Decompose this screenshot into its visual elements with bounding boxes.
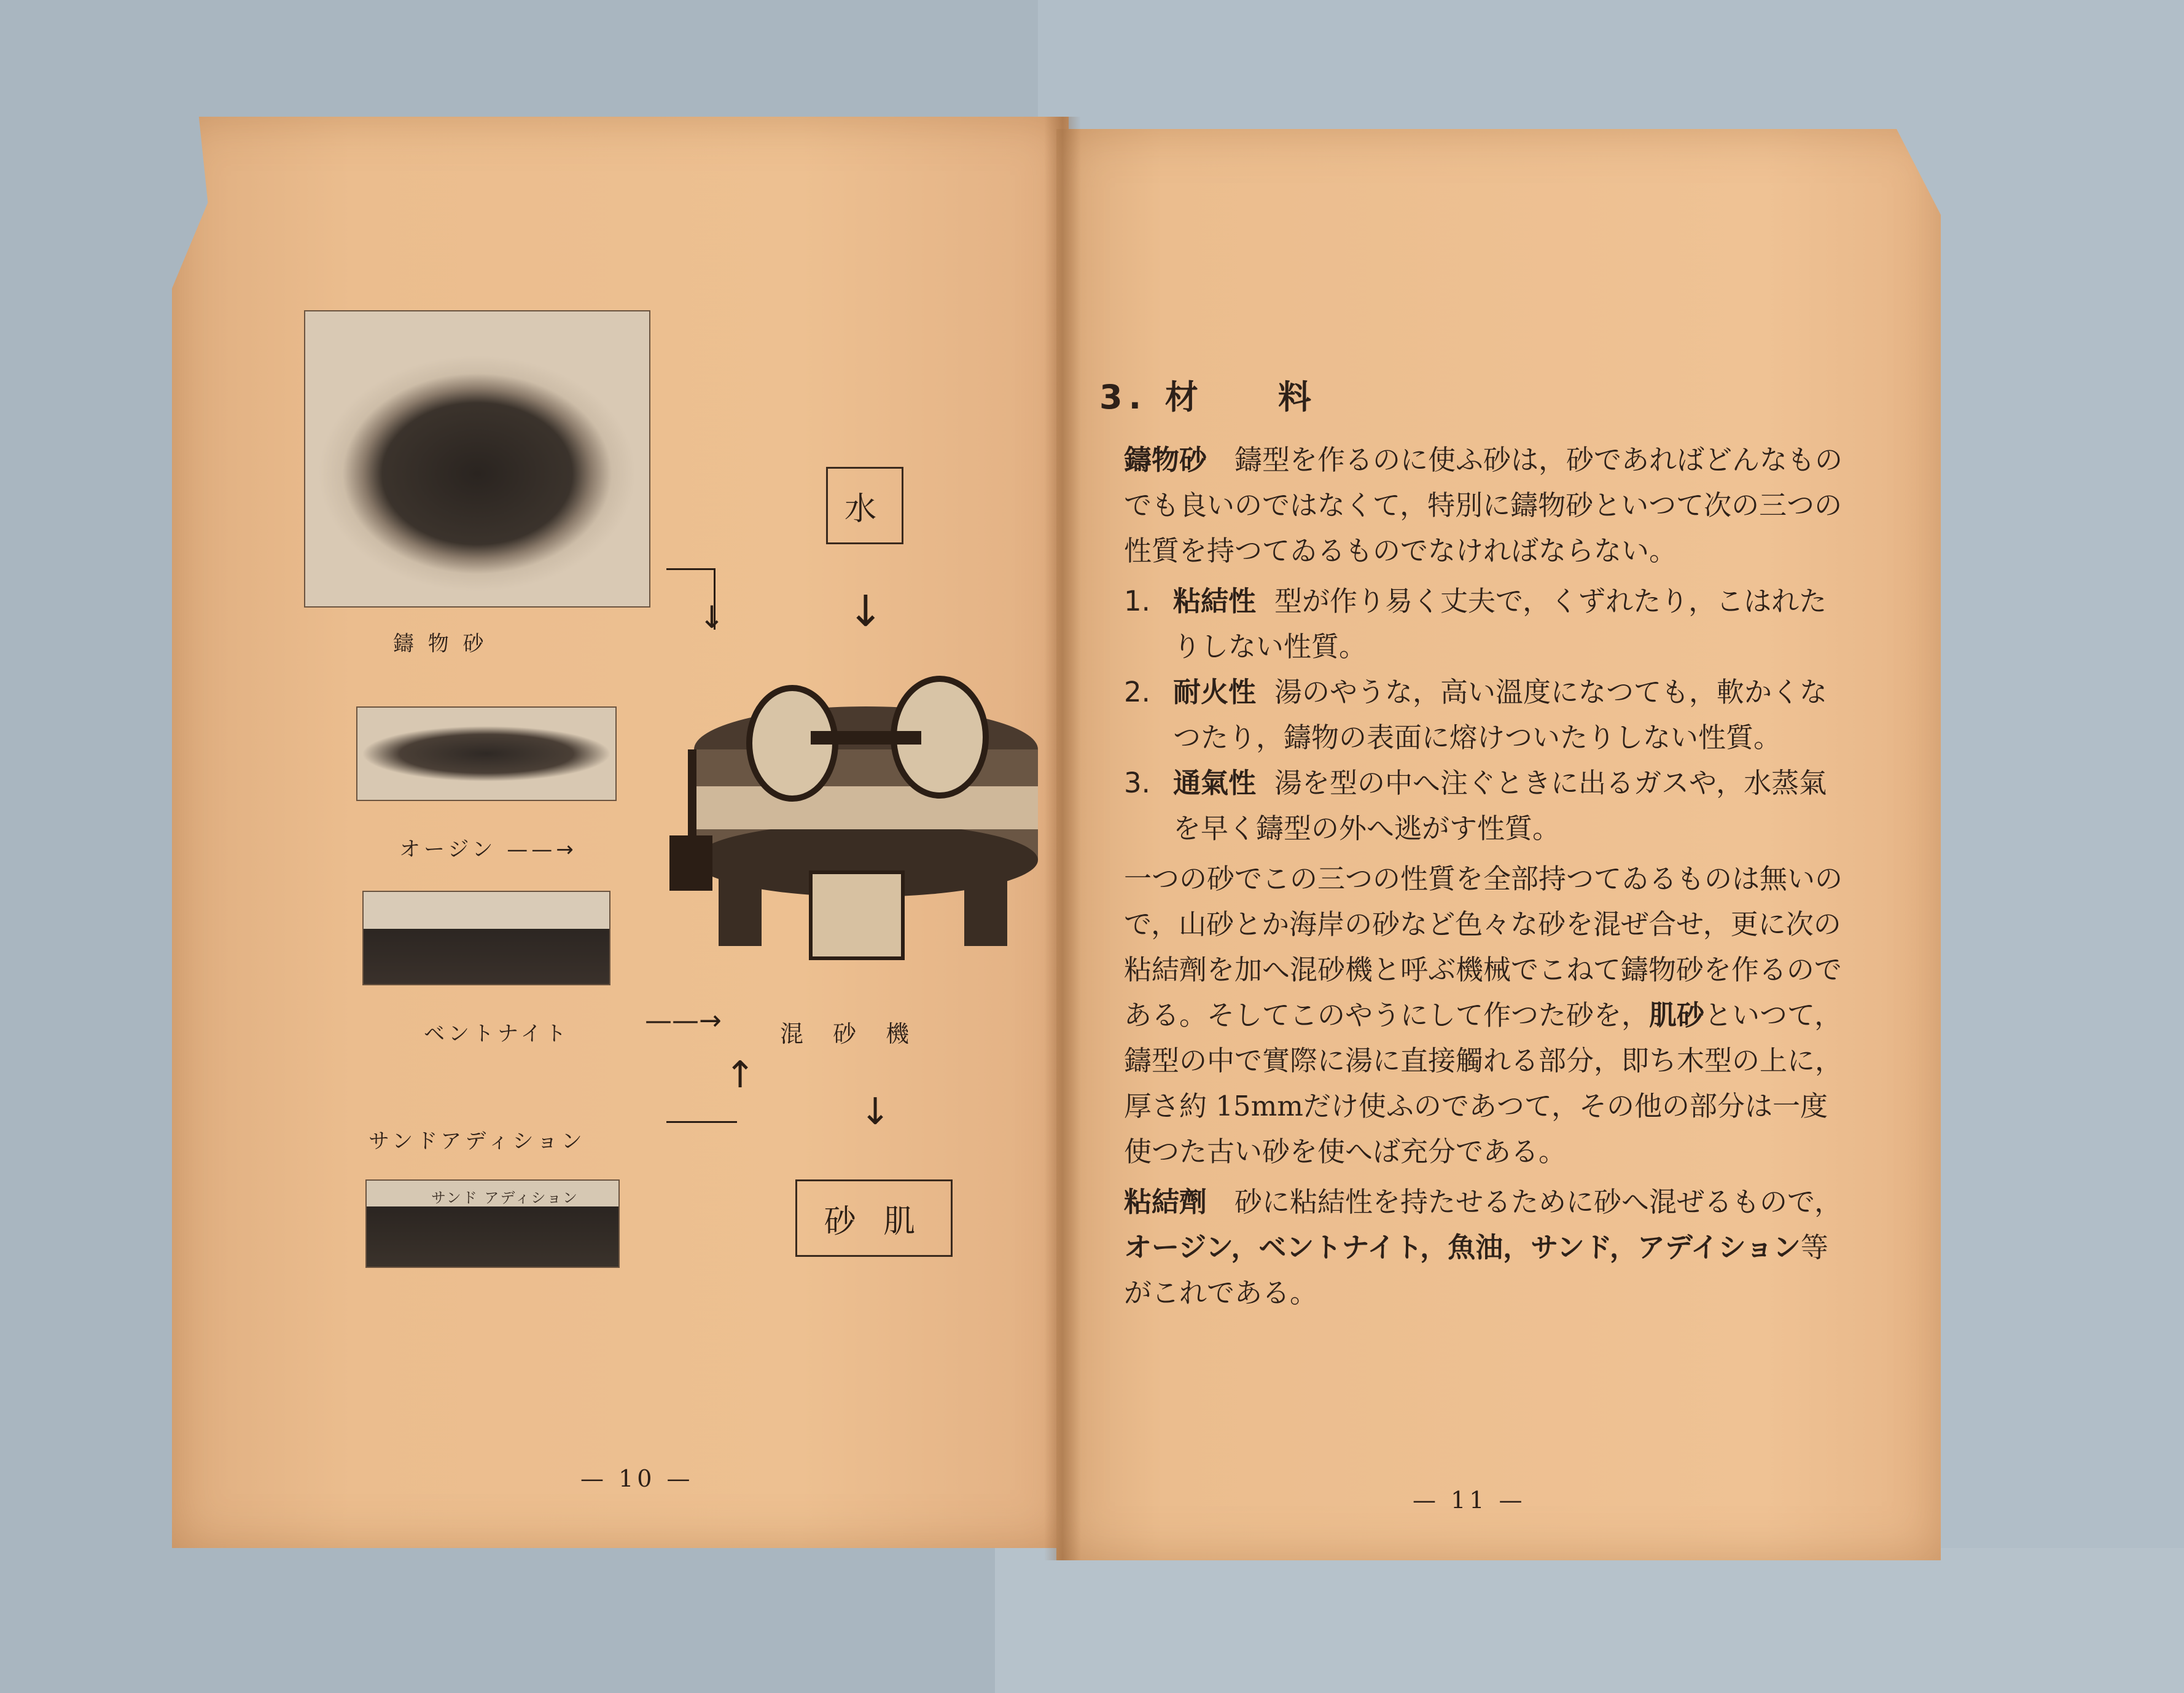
- bentonite-photo: [362, 891, 610, 985]
- paragraph-mixing: 一つの砂でこの三つの性質を全部持つてゐるものは無いので，山砂とか海岸の砂など色々な砂を混ぜ合せ，更に次の粘結劑を加へ混砂機と呼ぶ機械でこねて鑄物砂を作るのである。そしてこのやうにして作つた砂を，肌砂といつて，鑄型の中で實際に湯に直接觸れる部分，即ち木型の上に，厚さ約 15mmだけ使ふのであつて，その他の部分は一度使つた古い砂を使へば充分である。: [1124, 862, 1843, 1168]
- water-box: 水: [826, 467, 903, 544]
- paragraph-foundry-sand: 鑄物砂 鑄型を作るのに使ふ砂は，砂であればどんなものでも良いのではなくて，特別に鑄物砂といつて次の三つの性質を持つてゐるものでなければならない。: [1124, 444, 1843, 567]
- section-heading: 3. 材 料: [1099, 378, 1317, 416]
- foundry-sand-caption: 鑄 物 砂: [393, 631, 488, 656]
- right-page-text: [1099, 375, 1849, 1316]
- foundry-sand-photo: [304, 310, 650, 608]
- connector-line: [666, 568, 716, 570]
- property-item: 3. 通氣性 湯を型の中へ注ぐときに出るガスや，水蒸氣を早く鑄型の外へ逃がす性質。: [1124, 767, 1827, 845]
- paragraph-binder: 粘結劑 砂に粘結性を持たせるために砂へ混ぜるもので，オージン，ベントナイト，魚油，サンド，アデイション等がこれである。: [1124, 1186, 1843, 1309]
- arrow-down-icon: ↓: [848, 586, 884, 636]
- bentonite-caption: ベントナイト: [424, 1022, 570, 1046]
- arrow-up-icon: ↑: [725, 1054, 756, 1097]
- ojin-photo: [356, 706, 617, 801]
- connector-line: [666, 1121, 737, 1123]
- facing-sand-box: 砂 肌: [795, 1179, 953, 1257]
- page-number-right: — 11 —: [1413, 1487, 1526, 1514]
- arrow-right-icon: ——→: [645, 1005, 722, 1036]
- sand-mixer-machine-illustration: [669, 676, 1050, 971]
- page-number-left: — 10 —: [580, 1465, 694, 1492]
- sand-addition-caption: サンドアディション: [369, 1129, 586, 1154]
- mixer-label: 混 砂 機: [780, 1020, 921, 1047]
- property-item: 1. 粘結性 型が作り易く丈夫で，くずれたり，こはれたりしない性質。: [1124, 585, 1827, 663]
- sand-addition-photo: [365, 1179, 620, 1268]
- arrow-down-icon: ↓: [699, 600, 725, 635]
- ojin-caption: オージン ——→: [399, 837, 577, 862]
- arrow-down-icon: ↓: [860, 1090, 891, 1133]
- sand-addition-inset-label: サンド アディション: [431, 1189, 579, 1206]
- property-item: 2. 耐火性 湯のやうな，高い溫度になつても，軟かくなつたり，鑄物の表面に熔けついたりしない性質。: [1124, 676, 1828, 754]
- backdrop: [995, 1548, 2184, 1693]
